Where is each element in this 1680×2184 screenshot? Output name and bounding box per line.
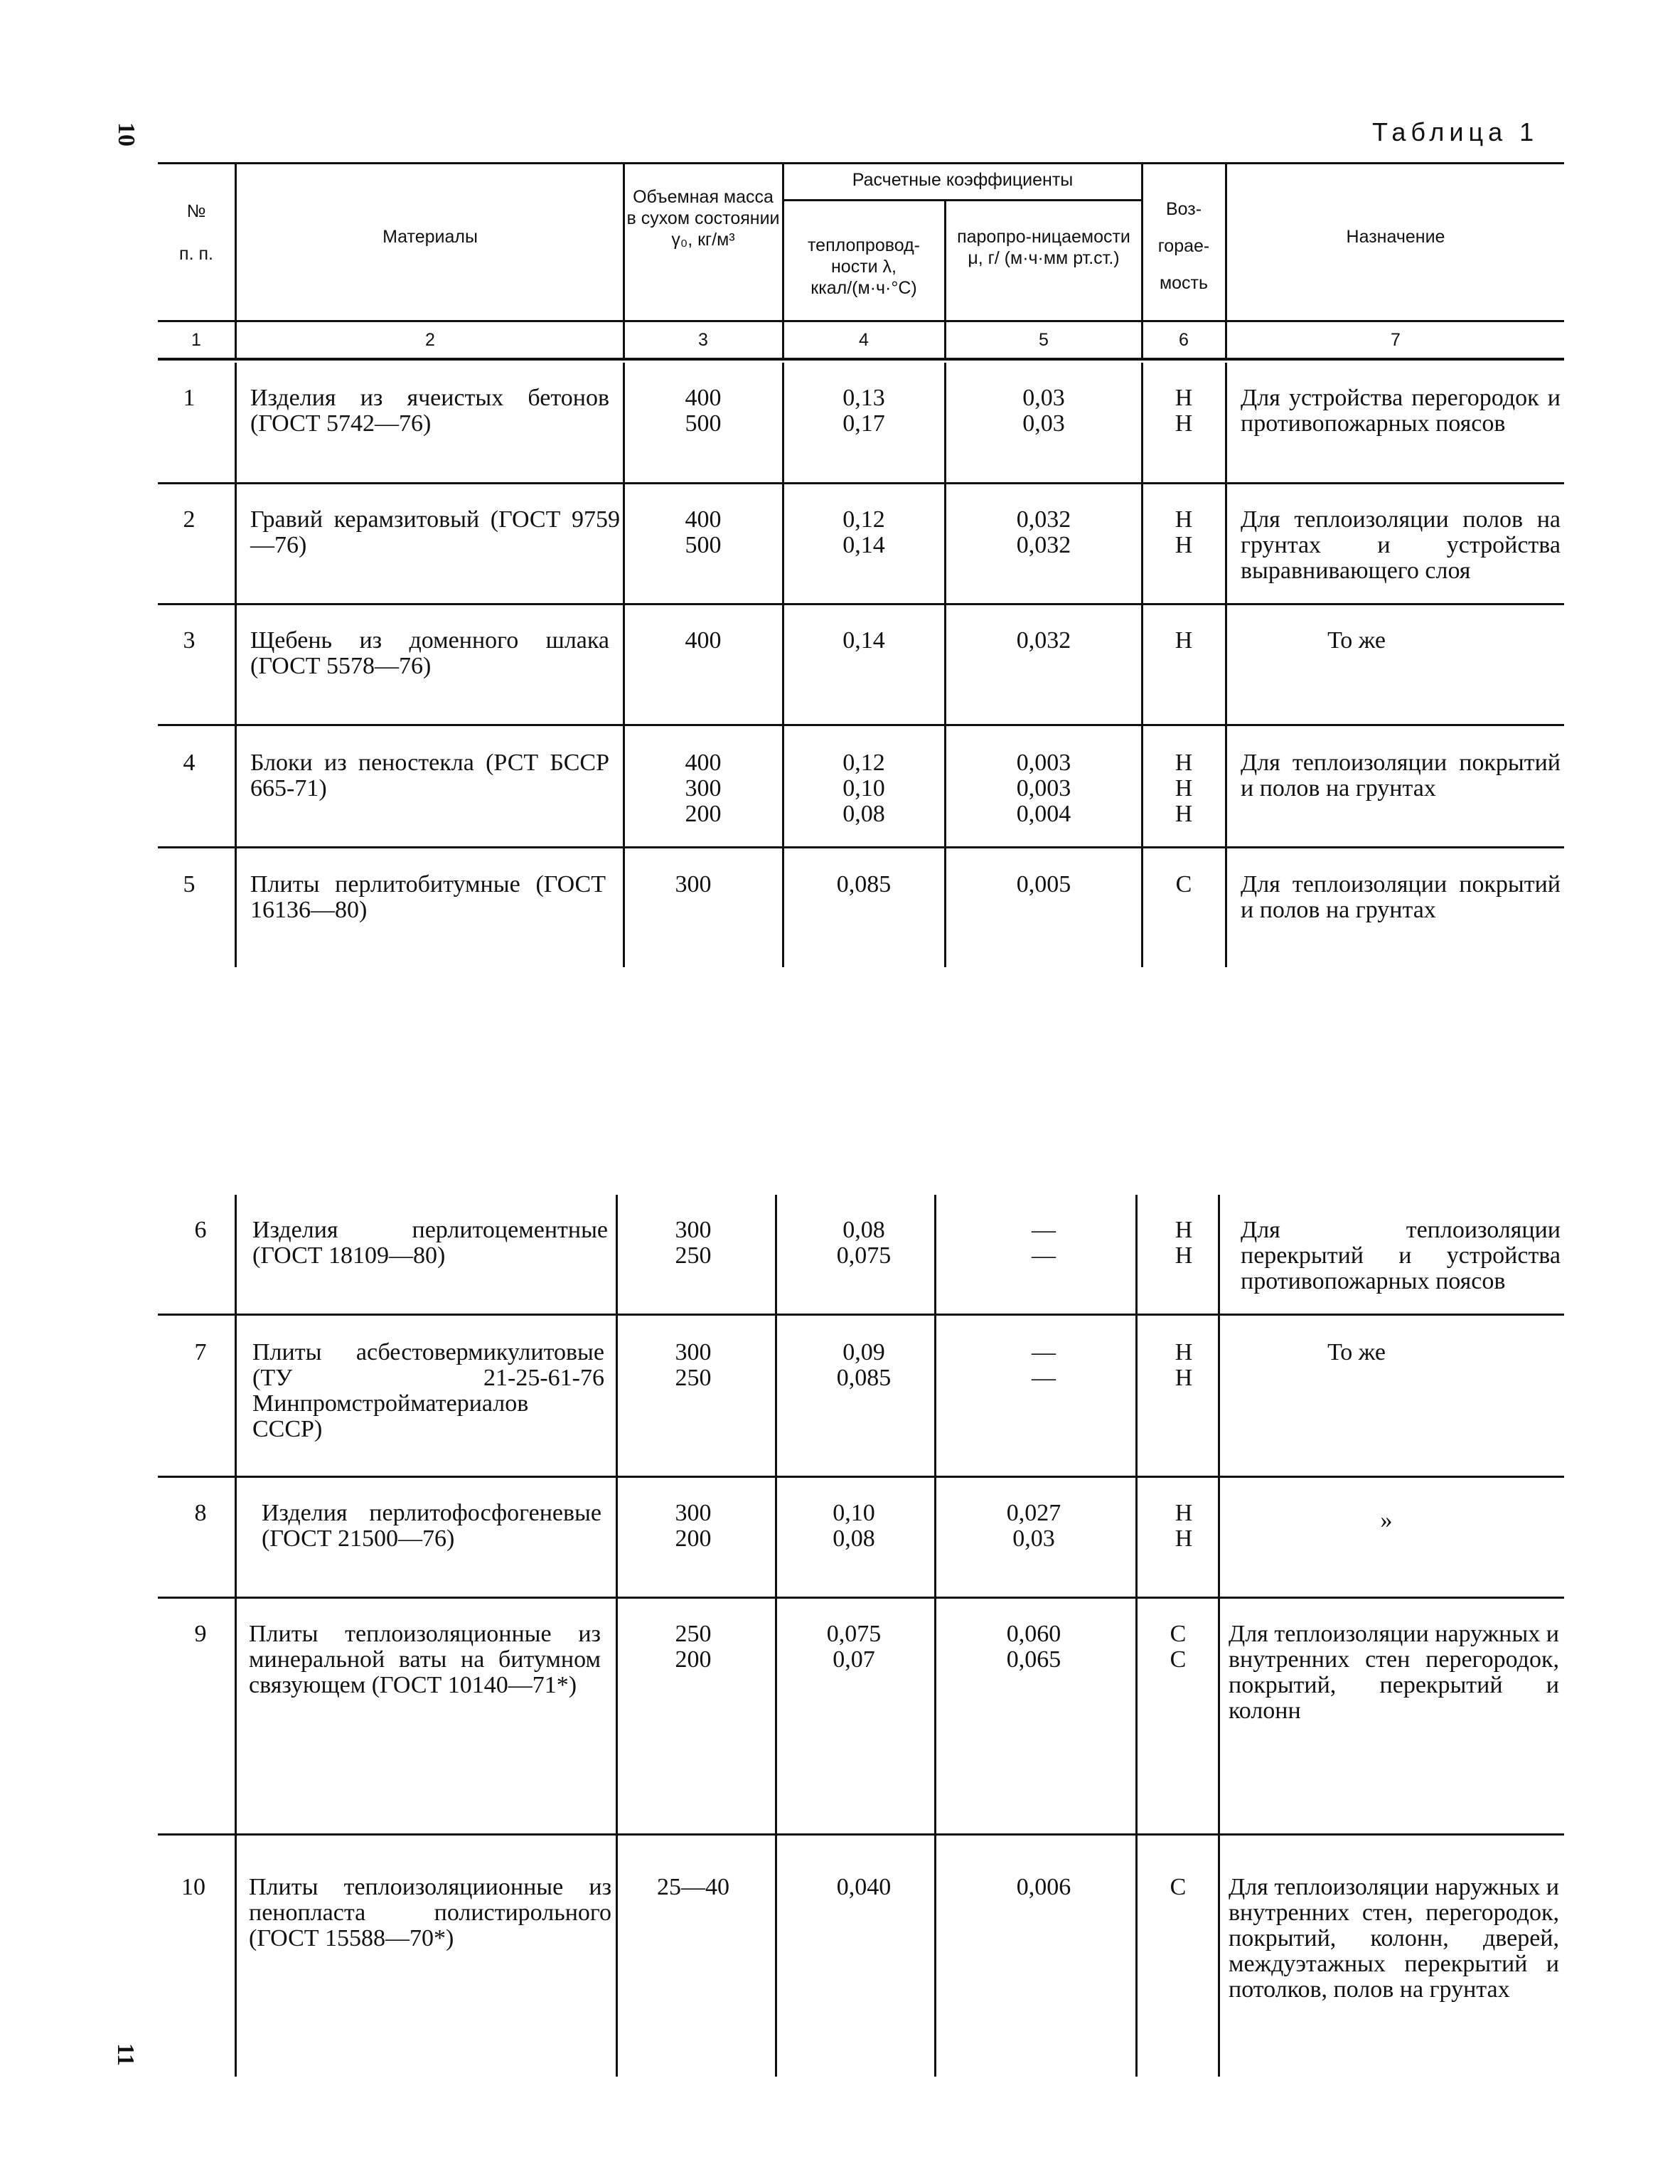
row-mu: — —: [1032, 1217, 1056, 1269]
row-separator: [158, 1314, 1564, 1316]
row-mu: 0,005: [1016, 871, 1071, 897]
header-no: № п. п.: [179, 201, 213, 264]
col-divider: [623, 363, 625, 967]
row-lambda: 0,14: [842, 627, 885, 654]
column-number: 7: [1391, 330, 1401, 350]
col-divider: [616, 1195, 618, 2077]
row-purpose: Для теплоизоляции покрытий и полов на грунтах: [1241, 871, 1561, 923]
header-purpose: Назначение: [1346, 227, 1445, 247]
row-mu: 0,060 0,065: [1006, 1621, 1061, 1673]
row-number: 5: [183, 871, 196, 897]
row-density: 400 300 200: [685, 750, 722, 827]
column-number: 5: [1039, 330, 1049, 350]
row-flammability: Н Н: [1175, 1339, 1193, 1391]
column-number-rule: [158, 358, 1564, 361]
col-divider: [235, 1195, 237, 2077]
row-purpose: То же: [1327, 627, 1386, 654]
col-divider: [1141, 363, 1143, 967]
row-lambda: 0,08 0,075: [836, 1217, 892, 1269]
row-separator: [158, 1833, 1564, 1836]
row-lambda: 0,075 0,07: [826, 1621, 882, 1673]
row-lambda: 0,12 0,14: [842, 506, 885, 558]
row-mu: 0,032: [1016, 627, 1071, 654]
row-number: 7: [194, 1339, 207, 1365]
row-density: 250 200: [675, 1621, 712, 1673]
col-divider: [782, 363, 784, 967]
row-mu: 0,027 0,03: [1006, 1500, 1061, 1552]
row-material: Плиты теплоизоляциионные из пенопласта полистирольного (ГОСТ 15588—70*): [249, 1874, 611, 1951]
header-bottom-rule: [158, 320, 1564, 322]
col-divider: [1218, 1195, 1220, 2077]
row-density: 300 250: [675, 1339, 712, 1391]
row-number: 10: [181, 1874, 205, 1900]
row-purpose: Для теплоизоляции покрытий и полов на грунтах: [1241, 750, 1561, 801]
col-divider: [775, 1195, 777, 2077]
page-number-bottom: 11: [112, 2042, 139, 2067]
row-flammability: Н Н: [1175, 506, 1193, 558]
row-lambda: 0,085: [836, 871, 892, 897]
row-lambda: 0,13 0,17: [842, 385, 885, 437]
column-number: 6: [1179, 330, 1189, 350]
row-density: 300: [675, 871, 712, 897]
row-purpose: Для теплоизоляции полов на грунтах и устройства выравнивающего слоя: [1241, 506, 1561, 584]
row-number: 1: [183, 385, 196, 411]
row-lambda: 0,040: [836, 1874, 892, 1900]
row-number: 2: [183, 506, 196, 533]
page-number-top: 10: [113, 122, 139, 147]
header-col-divider: [623, 164, 625, 359]
row-lambda: 0,09 0,085: [836, 1339, 892, 1391]
row-material: Плиты перлитобитумные (ГОСТ 16136—80): [250, 871, 606, 923]
row-flammability: Н Н: [1175, 385, 1193, 437]
row-separator: [158, 482, 1564, 484]
column-number: 1: [191, 330, 201, 350]
row-number: 8: [194, 1500, 207, 1526]
row-flammability: С: [1170, 1874, 1187, 1900]
row-material: Изделия перлитоцементные (ГОСТ 18109—80): [252, 1217, 608, 1269]
table-title: Таблица 1: [1372, 117, 1539, 147]
row-density: 400: [685, 627, 722, 654]
row-material: Изделия перлитофосфогеневые (ГОСТ 21500—76): [262, 1500, 601, 1552]
col-divider: [944, 363, 946, 967]
row-lambda: 0,12 0,10 0,08: [842, 750, 885, 827]
row-separator: [158, 846, 1564, 848]
row-separator: [158, 603, 1564, 605]
header-flammability: Воз- горае- мость: [1157, 199, 1210, 293]
row-density: 400 500: [685, 506, 722, 558]
col-divider: [1135, 1195, 1138, 2077]
col-divider: [235, 363, 237, 967]
row-flammability: Н Н Н: [1175, 750, 1193, 827]
row-mu: 0,03 0,03: [1022, 385, 1065, 437]
row-flammability: Н: [1175, 627, 1193, 654]
row-material: Плиты теплоизоляционные из минеральной ваты на битумном связующем (ГОСТ 10140—71*): [249, 1621, 601, 1698]
row-material: Плиты асбестовермикулитовые (ТУ 21-25-61-76 Минпромстройматериалов СССР): [252, 1339, 604, 1442]
row-density: 300 250: [675, 1217, 712, 1269]
row-separator: [158, 1597, 1564, 1599]
row-density: 25—40: [657, 1874, 729, 1900]
row-purpose: То же: [1327, 1339, 1386, 1365]
row-number: 6: [194, 1217, 207, 1243]
row-mu: 0,003 0,003 0,004: [1016, 750, 1071, 827]
row-number: 9: [194, 1621, 207, 1647]
row-density: 300 200: [675, 1500, 712, 1552]
header-col-divider: [782, 164, 784, 359]
header-col-divider: [235, 164, 237, 359]
row-material: Блоки из пеностекла (РСТ БССР 665-71): [250, 750, 609, 801]
row-material: Щебень из доменного шлака (ГОСТ 5578—76): [250, 627, 609, 679]
header-col-divider: [1225, 164, 1227, 359]
coef-group-rule: [782, 199, 1141, 201]
row-separator: [158, 1476, 1564, 1478]
header-lambda: теплопровод-ности λ, ккал/(м·ч·°С): [808, 235, 920, 298]
row-mu: 0,006: [1016, 1874, 1071, 1900]
row-mu: — —: [1032, 1339, 1056, 1391]
header-col-divider: [944, 201, 946, 359]
row-separator: [158, 724, 1564, 726]
header-mu: паропро-ницаемости μ, г/ (м·ч·мм рт.ст.): [957, 227, 1130, 268]
col-divider: [934, 1195, 936, 2077]
col-divider: [1225, 363, 1227, 967]
column-number: 3: [698, 330, 708, 350]
header-density: Объемная масса в сухом состоянии γ₀, кг/м³: [626, 187, 780, 250]
row-number: 4: [183, 750, 196, 776]
header-top-rule: [158, 162, 1564, 164]
row-purpose: Для теплоизоляции наружных и внутренних стен, перегородок, покрытий, колонн, дверей, междуэтажных перекрытий и потолков, полов на грунтах: [1229, 1874, 1559, 2003]
row-flammability: С: [1175, 871, 1192, 897]
row-purpose: Для устройства перегородок и противопожарных поясов: [1241, 385, 1561, 437]
column-number: 4: [859, 330, 869, 350]
row-density: 400 500: [685, 385, 722, 437]
row-flammability: Н Н: [1175, 1217, 1193, 1269]
header-coef-group: Расчетные коэффициенты: [852, 170, 1074, 190]
row-number: 3: [183, 627, 196, 654]
row-flammability: Н Н: [1175, 1500, 1193, 1552]
column-number: 2: [425, 330, 435, 350]
row-purpose: Для теплоизоляции перекрытий и устройства противопожарных поясов: [1241, 1217, 1561, 1294]
row-lambda: 0,10 0,08: [833, 1500, 875, 1552]
row-purpose: Для теплоизоляции наружных и внутренних стен перегородок, покрытий, перекрытий и колонн: [1229, 1621, 1559, 1724]
row-purpose: »: [1380, 1507, 1393, 1533]
row-flammability: С С: [1170, 1621, 1187, 1673]
row-material: Гравий керамзитовый (ГОСТ 9759—76): [250, 506, 620, 558]
row-material: Изделия из ячеистых бетонов (ГОСТ 5742—76): [250, 385, 609, 437]
header-material: Материалы: [382, 227, 478, 247]
row-mu: 0,032 0,032: [1016, 506, 1071, 558]
